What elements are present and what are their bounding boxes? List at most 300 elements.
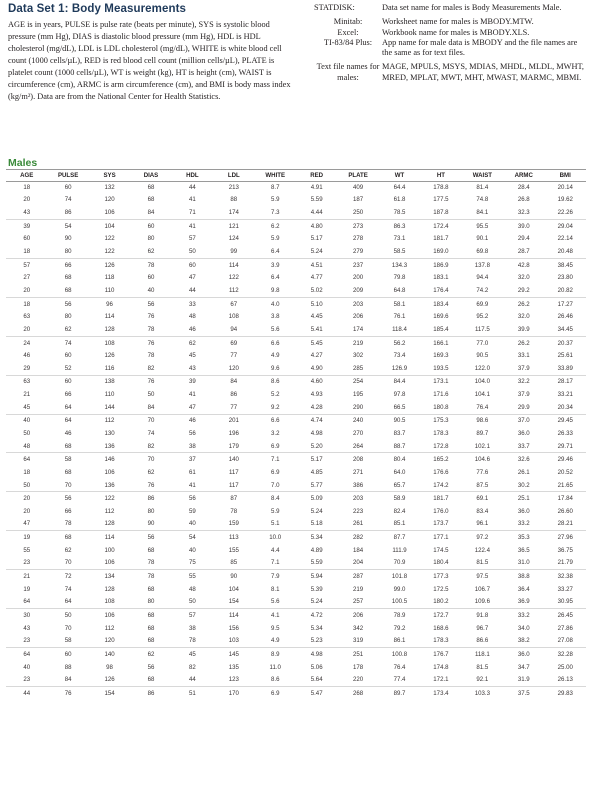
cell-plate: 264 [337, 440, 378, 453]
cell-age: 23 [6, 557, 47, 570]
cell-sys: 106 [89, 206, 130, 219]
males-data-table [6, 170, 586, 700]
column-header-bmi: BMI [559, 172, 571, 179]
cell-armc: 38.8 [517, 573, 530, 581]
cell-wt: 126.9 [379, 362, 420, 375]
cell-ldl: 117 [228, 468, 239, 476]
cell-armc: 37.9 [517, 391, 530, 399]
cell-armc: 38.2 [503, 634, 544, 647]
cell-plate: 285 [337, 362, 378, 375]
cell-waist: 81.5 [476, 663, 489, 671]
cell-sys: 116 [89, 362, 130, 375]
cell-white: 7.1 [271, 456, 280, 464]
cell-wt: 80.4 [393, 456, 406, 464]
cell-dias: 60 [147, 222, 155, 230]
cell-pulse: 70 [47, 557, 88, 570]
cell-dias: 68 [130, 673, 171, 686]
cell-plate: 278 [353, 235, 364, 243]
cell-wt: 77.4 [379, 673, 420, 686]
cell-wt: 58.1 [393, 300, 406, 308]
cell-age: 43 [6, 206, 47, 219]
cell-white: 8.6 [271, 378, 280, 386]
cell-red: 4.85 [310, 468, 323, 476]
cell-white: 11.0 [269, 663, 281, 671]
cell-wt: 58.9 [393, 495, 406, 503]
cell-ht: 172.4 [433, 222, 449, 230]
cell-hdl: 55 [189, 573, 196, 581]
cell-waist: 104.6 [474, 456, 490, 464]
cell-age: 20 [6, 323, 47, 336]
cell-ht: 187.8 [420, 206, 461, 219]
cell-age: 48 [6, 440, 47, 453]
cell-white: 5.6 [255, 323, 296, 336]
cell-red: 5.94 [310, 573, 323, 581]
cell-ht: 176.0 [433, 507, 449, 515]
cell-waist: 74.2 [462, 284, 503, 297]
cell-bmi: 17.84 [557, 495, 573, 503]
table-row [6, 297, 586, 310]
cell-ldl: 112 [213, 284, 254, 297]
table-row [6, 661, 586, 674]
cell-dias: 78 [147, 573, 155, 581]
table-row [6, 531, 586, 544]
cell-pulse: 64 [47, 596, 88, 609]
cell-bmi: 26.60 [557, 507, 573, 515]
cell-waist: 92.1 [462, 673, 503, 686]
column-header-ht: HT [436, 172, 445, 179]
dataset-description: AGE is in years, PULSE is pulse rate (beats per minute), SYS is systolic blood pressure (mm Hg), DIAS is diastolic blood pressure (mm Hg), HDL is HDL cholesterol (mg/dL), LDL is LDL cholesterol (mg/dL), WHITE is white blood cell count (1000 cells/µL), RED is red blood cell count (million cells/µL), PLATE is platelet count (1000 cells/µL), WT is weight (kg), HT is height (cm), WAIST is circumference (cm), ARMC is arm circumference (cm), and BMI is body mass index (kg/m²). Data are from the National Center for Health Statistics. [8, 20, 291, 101]
cell-waist: 81.5 [462, 557, 503, 570]
cell-ht: 172.8 [420, 440, 461, 453]
cell-waist: 96.7 [476, 624, 489, 632]
cell-pulse: 74 [64, 339, 72, 347]
cell-sys: 128 [89, 323, 130, 336]
cell-sys: 98 [106, 663, 113, 671]
cell-armc: 36.4 [517, 585, 530, 593]
cell-white: 4.9 [271, 352, 280, 360]
cell-white: 6.6 [271, 417, 280, 425]
cell-dias: 78 [147, 352, 155, 360]
cell-waist: 81.4 [476, 183, 489, 191]
cell-red: 4.27 [310, 352, 323, 360]
cell-white: 4.1 [271, 611, 280, 619]
cell-pulse: 74 [64, 196, 72, 204]
cell-wt: 76.4 [393, 663, 406, 671]
column-header-wt: WT [394, 172, 405, 179]
cell-age: 20 [23, 495, 31, 503]
cell-wt: 78.9 [393, 611, 406, 619]
cell-dias: 78 [130, 323, 171, 336]
cell-pulse: 60 [64, 650, 72, 658]
cell-hdl: 82 [189, 663, 196, 671]
cell-age: 50 [23, 429, 31, 437]
cell-bmi: 21.79 [544, 557, 586, 570]
cell-red: 5.64 [296, 673, 337, 686]
cell-plate: 386 [337, 479, 378, 492]
cell-ht: 172.1 [420, 673, 461, 686]
cell-age: 18 [23, 468, 31, 476]
stat-key: STATDISK: [314, 3, 355, 12]
cell-hdl: 54 [189, 534, 196, 542]
cell-hdl: 37 [189, 456, 196, 464]
cell-sys: 126 [104, 261, 115, 269]
cell-wt: 100.8 [391, 650, 408, 658]
cell-waist: 104.0 [474, 378, 490, 386]
cell-white: 6.4 [255, 245, 296, 258]
table-row [6, 440, 586, 453]
cell-ht: 180.2 [420, 596, 461, 609]
cell-waist: 97.2 [476, 534, 489, 542]
cell-waist: 122.0 [462, 362, 503, 375]
cell-white: 8.6 [255, 673, 296, 686]
cell-armc: 37.0 [517, 417, 530, 425]
cell-hdl: 43 [172, 362, 213, 375]
cell-hdl: 71 [172, 206, 213, 219]
cell-white: 3.9 [271, 261, 280, 269]
cell-bmi: 38.45 [557, 261, 573, 269]
cell-age: 30 [23, 611, 31, 619]
cell-wt: 86.3 [393, 222, 406, 230]
cell-age: 29 [6, 362, 47, 375]
cell-white: 6.9 [271, 689, 280, 697]
cell-plate: 204 [337, 557, 378, 570]
cell-waist: 84.1 [462, 206, 503, 219]
column-header-armc: ARMC [514, 172, 533, 179]
cell-red: 5.77 [296, 479, 337, 492]
cell-age: 64 [23, 650, 31, 658]
cell-ht: 185.4 [420, 323, 461, 336]
cell-pulse: 66 [64, 507, 72, 515]
cell-wt: 89.7 [393, 689, 406, 697]
cell-ht: 176.6 [433, 468, 449, 476]
cell-red: 5.45 [310, 339, 323, 347]
table-row [6, 401, 586, 414]
cell-hdl: 56 [189, 495, 196, 503]
cell-plate: 268 [353, 689, 364, 697]
cell-red: 5.24 [296, 596, 337, 609]
table-row [6, 349, 586, 362]
cell-bmi: 33.27 [557, 585, 573, 593]
cell-red: 4.91 [310, 183, 323, 191]
cell-armc: 32.0 [517, 313, 530, 321]
cell-pulse: 70 [64, 624, 72, 632]
cell-armc: 29.4 [517, 235, 530, 243]
cell-hdl: 46 [189, 417, 196, 425]
cell-red: 4.72 [310, 611, 323, 619]
cell-wt: 118.4 [379, 323, 420, 336]
cell-armc: 34.7 [517, 663, 530, 671]
cell-waist: 97.5 [476, 573, 489, 581]
cell-ht: 175.3 [433, 417, 449, 425]
cell-hdl: 75 [172, 557, 213, 570]
cell-plate: 195 [353, 391, 364, 399]
cell-hdl: 46 [172, 323, 213, 336]
cell-red: 5.17 [310, 235, 323, 243]
cell-dias: 84 [130, 401, 171, 414]
cell-white: 6.6 [271, 339, 280, 347]
cell-age: 55 [23, 546, 31, 554]
cell-armc: 26.8 [517, 196, 530, 204]
cell-plate: 250 [337, 206, 378, 219]
cell-armc: 37.9 [503, 362, 544, 375]
cell-ldl: 113 [228, 534, 239, 542]
cell-plate: 261 [337, 518, 378, 531]
cell-armc: 31.0 [503, 557, 544, 570]
cell-hdl: 56 [189, 429, 196, 437]
cell-ht: 174.8 [433, 663, 449, 671]
column-header-white: WHITE [265, 172, 286, 179]
cell-pulse: 68 [64, 274, 72, 282]
cell-sys: 122 [104, 495, 115, 503]
cell-bmi: 26.33 [557, 429, 573, 437]
cell-plate: 219 [353, 585, 364, 593]
cell-red: 5.59 [296, 557, 337, 570]
cell-red: 4.74 [310, 417, 323, 425]
cell-ht: 181.7 [433, 235, 449, 243]
cell-white: 7.3 [255, 206, 296, 219]
cell-wt: 101.8 [391, 573, 408, 581]
cell-white: 6.9 [255, 440, 296, 453]
stat-row [314, 38, 586, 59]
cell-wt: 87.7 [393, 534, 406, 542]
cell-bmi: 29.46 [557, 456, 573, 464]
cell-bmi: 27.08 [544, 634, 586, 647]
cell-sys: 122 [104, 235, 115, 243]
cell-sys: 144 [89, 401, 130, 414]
cell-wt: 78.5 [379, 206, 420, 219]
cell-ht: 174.5 [433, 546, 449, 554]
cell-ht: 172.7 [433, 611, 449, 619]
cell-hdl: 60 [189, 261, 196, 269]
cell-dias: 78 [147, 261, 155, 269]
cell-ldl: 114 [228, 611, 239, 619]
cell-armc: 33.2 [517, 611, 530, 619]
cell-waist: 96.1 [462, 518, 503, 531]
cell-bmi: 32.38 [557, 573, 573, 581]
table-row [6, 492, 586, 505]
cell-armc: 28.7 [503, 245, 544, 258]
cell-ldl: 90 [230, 573, 238, 581]
cell-ht: 177.3 [433, 573, 449, 581]
table-row [6, 686, 586, 699]
cell-plate: 206 [353, 611, 364, 619]
cell-armc: 34.0 [517, 624, 530, 632]
cell-dias: 40 [130, 284, 171, 297]
cell-ldl: 122 [228, 274, 239, 282]
cell-red: 5.10 [310, 300, 323, 308]
stat-value: MAGE, MPULS, MSYS, MDIAS, MHDL, MLDL, MWHT, MRED, MPLAT, MWT, MHT, MWAST, MARMC, MBMI. [382, 62, 584, 82]
cell-plate: 279 [337, 245, 378, 258]
column-header-plate: PLATE [348, 172, 368, 179]
cell-ldl: 120 [213, 362, 254, 375]
cell-age: 19 [23, 585, 31, 593]
cell-ht: 180.4 [420, 557, 461, 570]
cell-waist: 94.4 [476, 274, 489, 282]
cell-sys: 106 [89, 557, 130, 570]
cell-hdl: 38 [189, 624, 196, 632]
cell-ht: 177.1 [433, 534, 449, 542]
cell-pulse: 86 [47, 206, 88, 219]
cell-pulse: 58 [64, 456, 72, 464]
cell-waist: 86.6 [462, 634, 503, 647]
cell-dias: 80 [147, 507, 155, 515]
cell-armc: 32.3 [503, 206, 544, 219]
cell-hdl: 61 [189, 468, 196, 476]
cell-waist: 104.1 [474, 391, 490, 399]
cell-plate: 178 [353, 663, 364, 671]
cell-bmi: 20.14 [557, 183, 573, 191]
cell-pulse: 56 [64, 495, 72, 503]
stat-row [314, 62, 586, 83]
table-row [6, 609, 586, 622]
cell-hdl: 39 [189, 378, 196, 386]
cell-wt: 97.8 [393, 391, 406, 399]
cell-dias: 50 [147, 391, 155, 399]
cell-plate: 237 [353, 261, 364, 269]
table-row [6, 427, 586, 440]
cell-ht: 178.3 [433, 429, 449, 437]
cell-wt: 56.2 [393, 339, 406, 347]
cell-wt: 88.7 [379, 440, 420, 453]
cell-armc: 30.2 [503, 479, 544, 492]
cell-hdl: 48 [189, 585, 196, 593]
cell-red: 5.06 [310, 663, 323, 671]
cell-waist: 91.8 [476, 611, 489, 619]
cell-red: 4.90 [296, 362, 337, 375]
cell-hdl: 45 [189, 352, 196, 360]
cell-white: 4.9 [255, 634, 296, 647]
cell-ldl: 84 [230, 378, 238, 386]
cell-plate: 287 [353, 573, 364, 581]
cell-ldl: 78 [230, 507, 238, 515]
cell-dias: 80 [147, 235, 155, 243]
cell-dias: 74 [147, 429, 155, 437]
cell-age: 50 [6, 479, 47, 492]
cell-ldl: 155 [228, 546, 239, 554]
cell-wt: 82.4 [393, 507, 406, 515]
cell-bmi: 33.89 [544, 362, 586, 375]
cell-age: 21 [23, 391, 31, 399]
cell-white: 9.2 [255, 401, 296, 414]
cell-ldl: 154 [213, 596, 254, 609]
cell-bmi: 32.28 [557, 650, 573, 658]
cell-white: 6.9 [271, 468, 280, 476]
cell-bmi: 29.83 [557, 689, 573, 697]
cell-sys: 136 [89, 440, 130, 453]
cell-ldl: 99 [213, 245, 254, 258]
cell-ldl: 69 [230, 339, 238, 347]
table-row [6, 414, 586, 427]
cell-hdl: 78 [172, 634, 213, 647]
cell-red: 4.93 [310, 391, 323, 399]
cell-waist: 77.0 [476, 339, 489, 347]
cell-white: 5.9 [271, 196, 280, 204]
cell-wt: 111.9 [392, 546, 407, 554]
cell-bmi: 20.37 [557, 339, 573, 347]
cell-ldl: 86 [230, 391, 238, 399]
table-row [6, 362, 586, 375]
cell-ldl: 104 [228, 585, 239, 593]
cell-white: 8.4 [271, 495, 280, 503]
cell-armc: 42.8 [517, 261, 530, 269]
cell-waist: 69.1 [476, 495, 489, 503]
cell-dias: 68 [147, 624, 155, 632]
cell-waist: 69.9 [476, 300, 489, 308]
cell-waist: 90.1 [476, 235, 489, 243]
cell-armc: 36.5 [517, 546, 530, 554]
cell-ldl: 114 [228, 261, 239, 269]
cell-sys: 114 [104, 534, 115, 542]
cell-age: 57 [23, 261, 31, 269]
column-header-age: AGE [20, 172, 34, 179]
cell-waist: 95.2 [476, 313, 489, 321]
cell-dias: 68 [147, 183, 155, 191]
cell-hdl: 47 [172, 401, 213, 414]
stat-value: Workbook name for males is MBODY.XLS. [382, 27, 530, 37]
cell-waist: 74.8 [476, 196, 489, 204]
cell-red: 4.28 [296, 401, 337, 414]
cell-hdl: 33 [189, 300, 196, 308]
table-row [6, 258, 586, 271]
cell-age: 27 [23, 274, 31, 282]
cell-red: 4.60 [310, 378, 323, 386]
cell-age: 63 [23, 313, 31, 321]
cell-hdl: 44 [189, 183, 196, 191]
cell-plate: 257 [337, 596, 378, 609]
cell-red: 5.34 [310, 534, 323, 542]
cell-sys: 154 [104, 689, 115, 697]
cell-pulse: 60 [64, 378, 72, 386]
cell-bmi: 29.71 [544, 440, 586, 453]
cell-ldl: 88 [230, 196, 238, 204]
cell-plate: 240 [353, 417, 364, 425]
cell-age: 18 [6, 245, 47, 258]
cell-armc: 31.9 [503, 673, 544, 686]
cell-dias: 62 [147, 650, 155, 658]
cell-hdl: 57 [189, 611, 196, 619]
cell-waist: 118.1 [474, 650, 490, 658]
cell-white: 8.9 [271, 650, 280, 658]
cell-plate: 174 [337, 323, 378, 336]
cell-ldl: 121 [228, 222, 239, 230]
table-row [6, 673, 586, 686]
cell-dias: 90 [130, 518, 171, 531]
cell-ht: 168.6 [433, 624, 449, 632]
cell-bmi: 36.75 [557, 546, 573, 554]
cell-ht: 183.1 [433, 274, 449, 282]
cell-pulse: 46 [64, 429, 72, 437]
cell-hdl: 59 [189, 507, 196, 515]
cell-ldl: 117 [213, 479, 254, 492]
cell-pulse: 60 [64, 352, 72, 360]
cell-plate: 319 [337, 634, 378, 647]
cell-pulse: 64 [47, 401, 88, 414]
cell-bmi: 25.00 [557, 663, 573, 671]
table-row [6, 323, 586, 336]
cell-plate: 282 [353, 534, 364, 542]
cell-age: 23 [6, 634, 47, 647]
cell-pulse: 68 [47, 284, 88, 297]
cell-hdl: 44 [172, 673, 213, 686]
cell-wt: 64.4 [393, 183, 406, 191]
cell-sys: 132 [104, 183, 115, 191]
cell-armc: 36.0 [517, 507, 530, 515]
cell-waist: 137.8 [474, 261, 490, 269]
cell-ht: 166.1 [433, 339, 449, 347]
cell-wt: 134.3 [391, 261, 408, 269]
cell-red: 5.18 [296, 518, 337, 531]
cell-plate: 203 [353, 300, 364, 308]
